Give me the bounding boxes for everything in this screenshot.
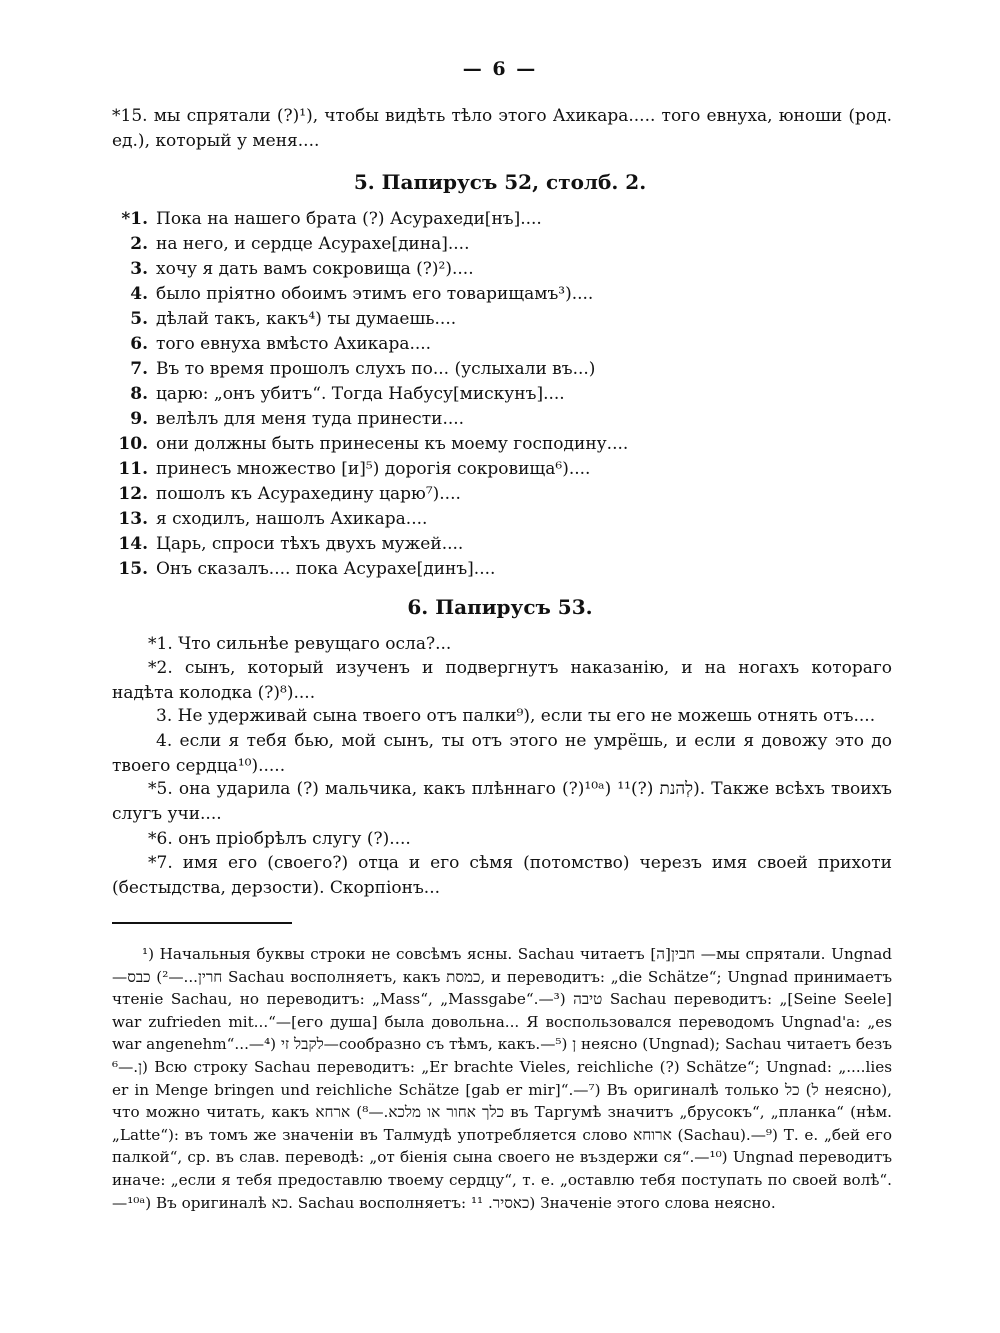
s5-line-text: того евнуха вмѣсто Ахикара....	[156, 334, 432, 354]
s5-line	[112, 332, 431, 356]
s5-line	[112, 207, 542, 231]
s5-line-text: принесъ множество [и]⁵) дорогія сокровища⁶)....	[156, 459, 591, 479]
s5-line-text: я сходилъ, нашолъ Ахикара....	[156, 509, 428, 529]
s5-line-text: они должны быть принесены къ моему господину....	[156, 434, 629, 454]
s5-line	[112, 432, 628, 456]
s5-line	[112, 407, 464, 431]
s6-line-6: *6. онъ пріобрѣлъ слугу (?)....	[148, 829, 411, 849]
s5-line-number: *1.	[121, 209, 148, 229]
s5-line-number: 10.	[118, 434, 148, 454]
intro-paragraph: *15. мы спрятали (?)¹), чтобы видѣть тѣло этого Ахикара..... того евнуха, юноши (род. ед.), который у меня....	[112, 106, 892, 151]
s6-line-3: 3. Не удерживай сына твоего отъ палки⁹), если ты его не можешь отнять отъ....	[156, 706, 876, 726]
s5-line	[112, 557, 495, 581]
s5-line	[112, 282, 593, 306]
s5-line-number: 12.	[118, 484, 148, 504]
s6-line-2: *2. сынъ, который изученъ и подвергнутъ наказанію, и на ногахъ котораго надѣта колодка (?)⁸)....	[112, 658, 892, 703]
s5-line-number: 2.	[130, 234, 148, 254]
s5-line-number: 11.	[118, 459, 148, 479]
s5-line-number: 3.	[130, 259, 148, 279]
s5-line-text: пошолъ къ Асурахедину царю⁷)....	[156, 484, 461, 504]
s5-line-number: 13.	[118, 509, 148, 529]
s5-line	[112, 382, 565, 406]
s5-line-number: 14.	[118, 534, 148, 554]
s5-line-text: хочу я дать вамъ сокровища (?)²)....	[156, 259, 474, 279]
s5-line-text: царю: „онъ убитъ“. Тогда Набусу[мискунъ]....	[156, 384, 565, 404]
s5-line-text: велѣлъ для меня туда принести....	[156, 409, 465, 429]
s5-line-text: было пріятно обоимъ этимъ его товарищамъ³)....	[156, 284, 594, 304]
footnotes: ¹) Начальныя буквы строки не совсѣмъ ясны. Sachau читаетъ [ה]חבין —мы спрятали. Ungnad—חרין...—²) כבס Sachau восполняетъ, какъ כמסת, и переводитъ: „die Schätze“; Ungnad принимаетъ чтеніе Sachau, но переводитъ: „Mass“, „Massgabe“.—³) טיבה Sachau переводитъ: „[Seine Seele] war zufrieden mit...“—[его душа] была довольна... Я воспользовался переводомъ Ungnad'а: „es war angenehm“...—⁴) לקבל זי—сообразно съ тѣмъ, какъ.—⁵) ן неясно (Ungnad); Sachau читаетъ безъ ן.—⁶) Всю строку Sachau переводитъ: „Er brachte Vieles, reichliche (?) Schätze“; Ungnad: „....lies er in Menge bringen und reichliche Schätze [gab er mir]“.—⁷) Въ оригиналѣ только כל (ל неясно), что можно читать, какъ כלך אחור או מלכא.—⁸) ארחא въ Таргумѣ значитъ „брусокъ“, „планка“ (нѣм. „Latte“): въ томъ же значеніи въ Талмудѣ употребляется слово ארוחא (Sachau).—⁹) Т. е. „бей его палкой“, ср. въ слав. переводѣ: „от біенія сына своего не въздержи ся“.—¹⁰) Ungnad переводитъ иначе: „если я тебя предоставлю твоему сердцу“, т. е. „оставлю тебя поступать по своей волѣ“.—¹⁰ᵃ) Въ оригиналѣ כא. Sachau восполняетъ: כאסיר. ¹¹) Значеніе этого слова неясно.	[112, 945, 893, 1212]
s5-line	[112, 482, 461, 506]
s5-line	[112, 507, 427, 531]
s5-line	[112, 532, 463, 556]
s5-line	[112, 257, 474, 281]
s5-line-number: 8.	[130, 384, 148, 404]
s6-line-5: *5. она ударила (?) мальчика, какъ плѣннаго (?)¹⁰ᵃ) לְהנת (?)¹¹). Также всѣхъ твоихъ слугъ учи....	[112, 779, 892, 824]
section-6-heading: 6. Папирусъ 53.	[407, 595, 593, 619]
s5-line-number: 9.	[130, 409, 148, 429]
s5-line-number: 15.	[118, 559, 148, 579]
s5-line-text: Онъ сказалъ.... пока Асурахе[динъ]....	[156, 559, 496, 579]
s5-line-text: Въ то время прошолъ слухъ по... (услыхали въ...)	[156, 359, 596, 379]
s5-line-text: дѣлай такъ, какъ⁴) ты думаешь....	[156, 309, 457, 329]
s5-line-number: 4.	[130, 284, 148, 304]
footnote-divider	[112, 922, 292, 924]
s6-line-4: 4. если я тебя бью, мой сынъ, ты отъ этого не умрёшь, и если я довожу это до твоего сердца¹⁰).....	[112, 731, 892, 776]
s5-line-number: 6.	[130, 334, 148, 354]
s5-line-text: Царь, спроси тѣхъ двухъ мужей....	[156, 534, 464, 554]
s5-line	[112, 357, 595, 381]
s5-line-number: 5.	[130, 309, 148, 329]
s5-line	[112, 232, 469, 256]
page-number: — 6 —	[462, 58, 538, 80]
s5-line	[112, 457, 590, 481]
s5-line-number: 7.	[130, 359, 148, 379]
section-5-heading: 5. Папирусъ 52, столб. 2.	[353, 170, 647, 194]
s6-line-1: *1. Что сильнѣе ревущаго осла?...	[148, 634, 452, 654]
s5-line-text: Пока на нашего брата (?) Асурахеди[нъ]....	[156, 209, 542, 229]
s6-line-7: *7. имя его (своего?) отца и его сѣмя (потомство) черезъ имя своей прихоти (бестыдства, дерзости). Скорпіонъ...	[112, 853, 892, 898]
s5-line	[112, 307, 456, 331]
s5-line-text: на него, и сердце Асурахе[дина]....	[156, 234, 470, 254]
